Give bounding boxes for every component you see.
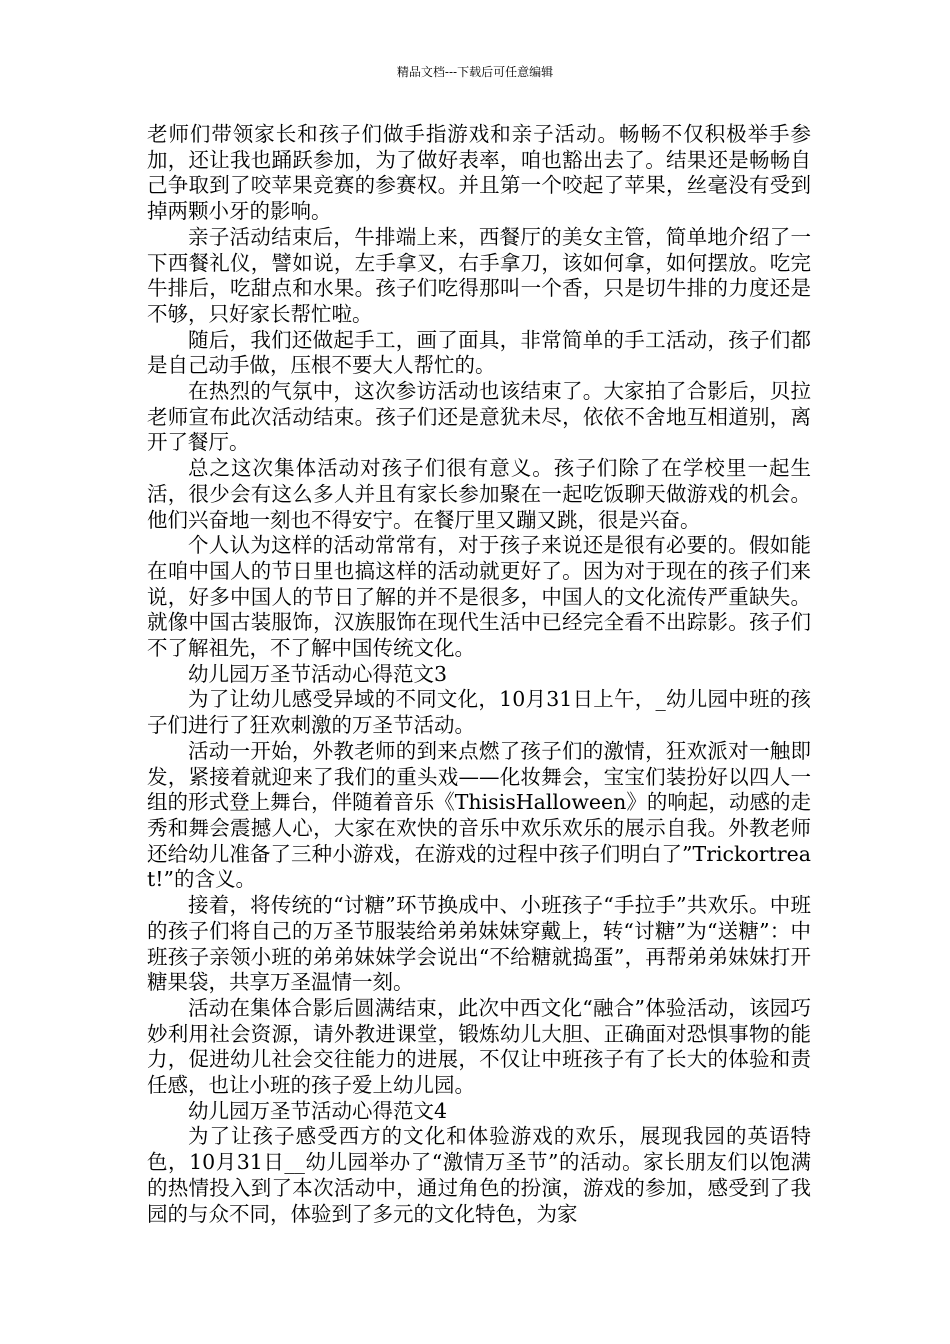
paragraph: 个人认为这样的活动常常有，对于孩子来说还是很有必要的。假如能在咱中国人的节日里也搞这样的活动就更好了。因为对于现在的孩子们来说，好多中国人的节日了解的并不是很多，中国人的文化流传严重缺失。就像中国古装服饰，汉族服饰在现代生活中已经完全看不出踪影。孩子们不了解祖先，不了解中国传统文化。 — [147, 533, 811, 661]
section-heading: 幼儿园万圣节活动心得范文4 — [188, 1098, 448, 1123]
paragraph: 活动在集体合影后圆满结束，此次中西文化“融合”体验活动，该园巧妙利用社会资源，请外教进课堂，锻炼幼儿大胆、正确面对恐惧事物的能力，促进幼儿社会交往能力的进展，不仅让中班孩子有了长大的体验和责任感，也让小班的孩子爱上幼儿园。 — [147, 995, 811, 1098]
paragraph: 接着，将传统的“讨糖”环节换成中、小班孩子“手拉手”共欢乐。中班的孩子们将自己的万圣节服装给弟弟妹妹穿戴上，转“讨糖”为“送糖”：中班孩子亲领小班的弟弟妹妹学会说出“不给糖就捣蛋”，再帮弟弟妹妹打开糖果袋，共享万圣温情一刻。 — [147, 893, 811, 995]
paragraph: 为了让孩子感受西方的文化和体验游戏的欢乐，展现我园的英语特色，10月31日__幼儿园举办了“激情万圣节”的活动。家长朋友们以饱满的热情投入到了本次活动中，通过角色的扮演，游戏的参加，感受到了我园的与众不同，体验到了多元的文化特色，为家 — [147, 1124, 811, 1226]
paragraph: 总之这次集体活动对孩子们很有意义。孩子们除了在学校里一起生活，很少会有这么多人并且有家长参加聚在一起吃饭聊天做游戏的机会。他们兴奋地一刻也不得安宁。在餐厅里又蹦又跳，很是兴奋。 — [147, 456, 811, 532]
paragraph: 为了让幼儿感受异域的不同文化，10月31日上午，_幼儿园中班的孩子们进行了狂欢刺激的万圣节活动。 — [147, 687, 811, 738]
paragraph: 随后，我们还做起手工，画了面具，非常简单的手工活动，孩子们都是自己动手做，压根不要大人帮忙的。 — [147, 327, 811, 378]
paragraph-continuation: 老师们带领家长和孩子们做手指游戏和亲子活动。畅畅不仅积极举手参加，还让我也踊跃参加，为了做好表率，咱也豁出去了。结果还是畅畅自己争取到了咬苹果竞赛的参赛权。并且第一个咬起了苹果，丝毫没有受到掉两颗小牙的影响。 — [147, 122, 811, 224]
paragraph: 亲子活动结束后，牛排端上来，西餐厅的美女主管，简单地介绍了一下西餐礼仪，譬如说，左手拿叉，右手拿刀，该如何拿，如何摆放。吃完牛排后，吃甜点和水果。孩子们吃得那叫一个香，只是切牛排的力度还是不够，只好家长帮忙啦。 — [147, 224, 811, 326]
paragraph: 在热烈的气氛中，这次参访活动也该结束了。大家拍了合影后，贝拉老师宣布此次活动结束。孩子们还是意犹未尽，依依不舍地互相道别，离开了餐厅。 — [147, 379, 811, 455]
paragraph: 活动一开始，外教老师的到来点燃了孩子们的激情，狂欢派对一触即发，紧接着就迎来了我们的重头戏——化妆舞会，宝宝们装扮好以四人一组的形式登上舞台，伴随着音乐《ThisisHalloween》的响起，动感的走秀和舞会震撼人心，大家在欢快的音乐中欢乐欢乐的展示自我。外教老师还给幼儿准备了三种小游戏，在游戏的过程中孩子们明白了”Trickortreat!”的含义。 — [147, 738, 811, 892]
document-body — [147, 122, 811, 1227]
page-header: 精品文档---下载后可任意编辑 — [396, 65, 554, 79]
section-heading: 幼儿园万圣节活动心得范文3 — [188, 661, 448, 686]
